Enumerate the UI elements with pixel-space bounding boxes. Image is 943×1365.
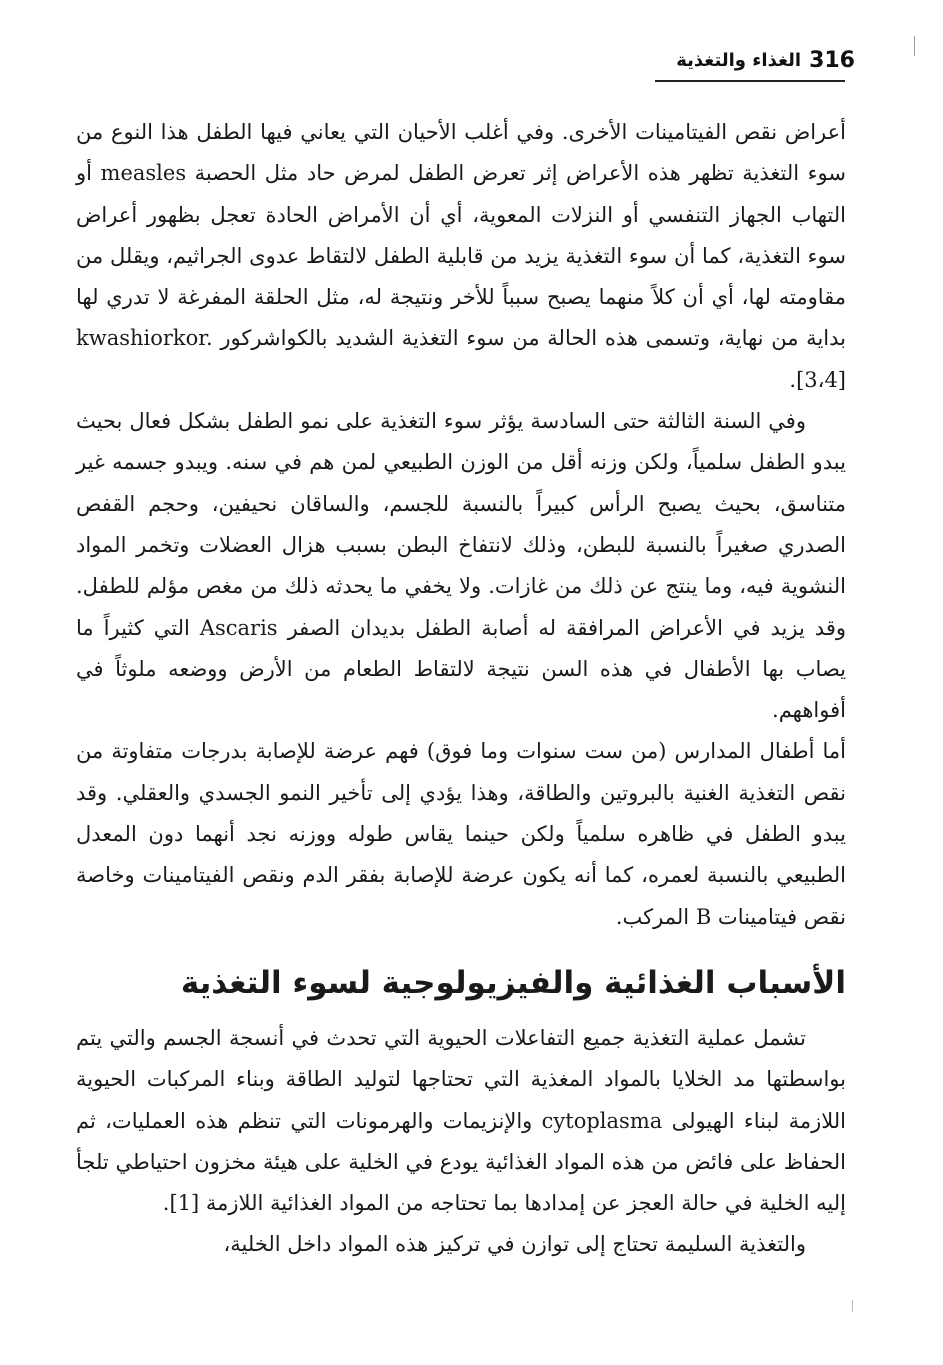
running-title: الغذاء والتغذية (676, 49, 802, 71)
section-heading: الأسباب الغذائية والفيزيولوجية لسوء التغذية (180, 965, 846, 1001)
paragraph-4: تشمل عملية التغذية جميع التفاعلات الحيوية التي تحدث في أنسجة الجسم والتي يتم بواسطتها مد الخلايا بالمواد المغذية التي تحتاجها لتوليد الطاقة وبناء المركبات الحيوية اللازمة لبناء الهيولى cytoplasma والإنزيمات والهرمونات التي تنظم هذه العمليات، ثم الحفاظ على فائض من هذه المواد الغذائية يودع في الخلية على هيئة مخزون احتياطي تلجأ إليه الخلية في حالة العجز عن إمدادها بما تحتاجه من المواد الغذائية اللازمة [1]. (76, 1026, 846, 1216)
paragraph-2: وفي السنة الثالثة حتى السادسة يؤثر سوء التغذية على نمو الطفل بشكل فعال بحيث يبدو الطفل سلمياً، ولكن وزنه أقل من الوزن الطبيعي لمن هم في سنه. ويبدو جسمه غير متناسق، بحيث يصبح الرأس كبيراً بالنسبة للجسم، والساقان نحيفين، وحجم القفص الصدري صغيراً بالنسبة للبطن، وذلك لانتفاخ البطن بسبب هزال العضلات وتخمر المواد النشوية فيه، وما ينتج عن ذلك من غازات. ولا يخفي ما يحدثه ذلك من مغص مؤلم للطفل. وقد يزيد في الأعراض المرافقة له أصابة الطفل بديدان الصفر Ascaris التي كثيراً ما يصاب بها الأطفال في هذه السن نتيجة لالتقاط الطعام من الأرض ووضعه ملوثاً في أفواههم. (76, 409, 846, 723)
header-rule (655, 80, 845, 82)
page-number: 316 (809, 47, 855, 73)
section-body-1 (76, 112, 846, 938)
section-body-2 (76, 1018, 846, 1266)
margin-mark (914, 36, 915, 56)
paragraph-1: أعراض نقص الفيتامينات الأخرى. وفي أغلب الأحيان التي يعاني فيها الطفل هذا النوع من سوء التغذية تظهر هذه الأعراض إثر تعرض الطفل لمرض حاد مثل الحصبة measles أو التهاب الجهاز التنفسي أو النزلات المعوية، أي أن الأمراض الحادة تعجل بظهور أعراض سوء التغذية، كما أن سوء التغذية يزيد من قابلية الطفل لالتقاط عدوى الجراثيم، ويقلل من مقاومته لها، أي أن كلاً منهما يصبح سبباً للأخر ونتيجة له، مثل الحلقة المفرغة لا تدري لها بداية من نهاية، وتسمى هذه الحالة من سوء التغذية الشديد بالكواشركور kwashiorkor. [3،4]. (76, 120, 846, 392)
paragraph-5: والتغذية السليمة تحتاج إلى توازن في تركيز هذه المواد داخل الخلية، (223, 1232, 806, 1257)
footer-mark (852, 1300, 853, 1312)
paragraph-3: أما أطفال المدارس (من ست سنوات وما فوق) فهم عرضة للإصابة بدرجات متفاوتة من نقص التغذية الغنية بالبروتين والطاقة، وهذا يؤدي إلى تأخير النمو الجسدي والعقلي. وقد يبدو الطفل في ظاهره سلمياً ولكن حينما يقاس طوله ووزنه نجد أنهما دون المعدل الطبيعي بالنسبة لعمره، كما أنه يكون عرضة للإصابة بفقر الدم ونقص الفيتامينات وخاصة نقص فيتامينات B المركب. (76, 739, 846, 929)
page-header (655, 38, 855, 82)
